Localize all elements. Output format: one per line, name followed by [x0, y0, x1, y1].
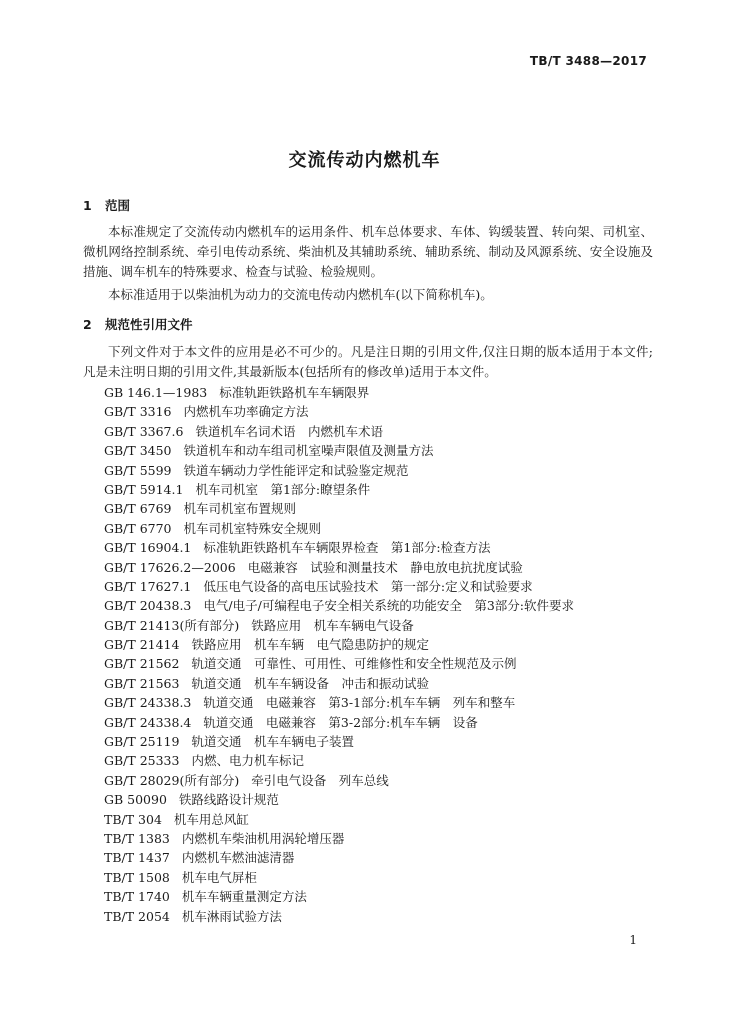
reference-title: 铁道机车名词术语 内燃机车术语 — [195, 423, 383, 439]
reference-title: 机车司机室 第1部分:瞭望条件 — [195, 481, 371, 497]
reference-title: 轨道交通 机车车辆电子装置 — [191, 734, 354, 750]
reference-code: TB/T 1740 — [104, 889, 170, 905]
reference-item — [104, 654, 574, 673]
section-2-number: 2 — [83, 317, 92, 332]
reference-title: 铁路应用 机车车辆电气设备 — [251, 617, 414, 633]
page-title: 交流传动内燃机车 — [288, 150, 441, 171]
reference-item — [104, 810, 574, 829]
reference-code: GB/T 24338.3 — [104, 695, 192, 711]
reference-item — [104, 480, 574, 499]
reference-item — [104, 538, 574, 557]
reference-title: 轨道交通 可靠性、可用性、可维修性和安全性规范及示例 — [191, 656, 517, 672]
section-1-number: 1 — [83, 198, 92, 213]
reference-title: 机车车辆重量测定方法 — [181, 889, 307, 905]
section-2-heading — [83, 315, 193, 333]
reference-code: GB/T 5599 — [104, 462, 172, 478]
reference-code: GB/T 6770 — [104, 520, 172, 536]
reference-item — [104, 790, 574, 809]
reference-item — [104, 461, 574, 480]
reference-title: 标准轨距铁路机车车辆限界 — [219, 385, 370, 400]
section-1-heading — [83, 196, 130, 214]
standard-number: TB/T 3488—2017 — [529, 54, 647, 68]
reference-code: GB/T 21563 — [104, 675, 180, 691]
reference-code: GB/T 3367.6 — [104, 423, 184, 439]
reference-item — [104, 848, 574, 867]
reference-title: 内燃机车燃油滤清器 — [181, 850, 295, 866]
reference-title: 机车电气屏柜 — [181, 869, 257, 885]
reference-code: TB/T 2054 — [104, 908, 170, 924]
section-1-title: 范围 — [105, 198, 131, 213]
reference-title: 轨道交通 机车车辆设备 冲击和振动试验 — [191, 675, 429, 691]
reference-item — [104, 558, 574, 577]
reference-title: 电磁兼容 试验和测量技术 静电放电抗扰度试验 — [247, 559, 523, 575]
reference-item — [104, 713, 574, 732]
reference-item — [104, 402, 574, 421]
reference-code: GB/T 21562 — [104, 656, 180, 672]
reference-title: 低压电气设备的高电压试验技术 第一部分:定义和试验要求 — [203, 578, 533, 594]
reference-title: 内燃机车柴油机用涡轮增压器 — [181, 830, 345, 846]
reference-code: GB/T 20438.3 — [104, 598, 192, 614]
reference-code: GB/T 17626.2—2006 — [104, 559, 236, 575]
reference-title: 铁路应用 机车车辆 电气隐患防护的规定 — [191, 637, 429, 653]
reference-item — [104, 868, 574, 887]
reference-title: 标准轨距铁路机车车辆限界检查 第1部分:检查方法 — [203, 540, 491, 556]
reference-title: 轨道交通 电磁兼容 第3-1部分:机车车辆 列车和整车 — [203, 695, 516, 711]
section-2-intro: 下列文件对于本文件的应用是必不可少的。凡是注日期的引用文件,仅注日期的版本适用于本文件;凡是未注明日期的引用文件,其最新版本(包括所有的修改单)适用于本文件。 — [83, 344, 653, 379]
reference-item — [104, 907, 574, 926]
reference-item — [104, 499, 574, 518]
reference-item — [104, 732, 574, 751]
reference-title: 铁道车辆动力学性能评定和试验鉴定规范 — [183, 462, 409, 478]
reference-title: 铁路线路设计规范 — [178, 792, 279, 808]
reference-title: 轨道交通 电磁兼容 第3-2部分:机车车辆 设备 — [203, 714, 478, 730]
reference-code: TB/T 304 — [104, 811, 162, 827]
reference-title: 牵引电气设备 列车总线 — [251, 772, 389, 788]
reference-item — [104, 383, 574, 402]
reference-code: GB 50090 — [104, 792, 167, 808]
reference-item — [104, 635, 574, 654]
reference-code: GB/T 6769 — [104, 501, 172, 517]
reference-code: GB/T 28029(所有部分) — [104, 772, 240, 788]
reference-code: GB/T 21414 — [104, 637, 180, 653]
reference-code: GB/T 25333 — [104, 753, 180, 769]
reference-code: GB/T 21413(所有部分) — [104, 617, 240, 633]
reference-item — [104, 887, 574, 906]
reference-list — [104, 383, 574, 926]
reference-title: 机车司机室特殊安全规则 — [183, 520, 322, 536]
reference-item — [104, 751, 574, 770]
section-2-title: 规范性引用文件 — [105, 317, 193, 332]
reference-item — [104, 441, 574, 460]
reference-title: 机车用总风缸 — [173, 811, 249, 827]
reference-title: 机车司机室布置规则 — [183, 501, 297, 517]
reference-code: GB/T 3316 — [104, 404, 172, 420]
reference-title: 内燃、电力机车标记 — [191, 753, 304, 769]
reference-item — [104, 693, 574, 712]
reference-title: 机车淋雨试验方法 — [181, 908, 282, 924]
reference-item — [104, 596, 574, 615]
section-1-paragraph-1: 本标准规定了交流传动内燃机车的运用条件、机车总体要求、车体、钩缓装置、转向架、司机室、微机网络控制系统、牵引电传动系统、柴油机及其辅助系统、辅助系统、制动及风源系统、安全设施及措施、调车机车的特殊要求、检查与试验、检验规则。 — [83, 224, 653, 279]
reference-item — [104, 829, 574, 848]
reference-title: 内燃机车功率确定方法 — [183, 404, 309, 420]
reference-item — [104, 771, 574, 790]
reference-code: TB/T 1508 — [104, 869, 170, 885]
reference-item — [104, 519, 574, 538]
reference-code: GB/T 5914.1 — [104, 481, 184, 497]
reference-item — [104, 674, 574, 693]
reference-code: TB/T 1437 — [104, 850, 170, 866]
reference-item — [104, 616, 574, 635]
reference-code: GB/T 3450 — [104, 443, 172, 459]
section-1-paragraph-2: 本标准适用于以柴油机为动力的交流电传动内燃机车(以下简称机车)。 — [108, 287, 493, 302]
reference-title: 电气/电子/可编程电子安全相关系统的功能安全 第3部分:软件要求 — [203, 598, 574, 614]
reference-item — [104, 422, 574, 441]
reference-code: GB/T 17627.1 — [104, 578, 192, 594]
reference-code: GB/T 24338.4 — [104, 714, 192, 730]
reference-code: GB/T 16904.1 — [104, 540, 192, 556]
reference-code: GB/T 25119 — [104, 734, 180, 750]
reference-code: GB 146.1—1983 — [104, 385, 208, 400]
reference-title: 铁道机车和动车组司机室噪声限值及测量方法 — [183, 443, 434, 459]
reference-item — [104, 577, 574, 596]
reference-code: TB/T 1383 — [104, 830, 170, 846]
page-number: 1 — [629, 933, 637, 947]
